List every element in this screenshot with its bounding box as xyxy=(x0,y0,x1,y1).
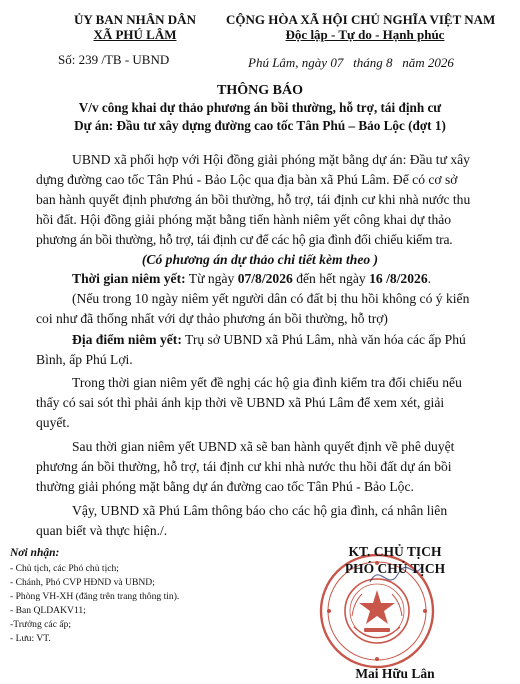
body-line: Sau thời gian niêm yết UBND xã sẽ ban hành quyết định về phê duyệt xyxy=(72,439,455,454)
body-line: ban hành quyết định phương án bồi thường, hỗ trợ, tái định cư khi nhà nước thu xyxy=(36,192,471,207)
date-year: 2026 xyxy=(427,55,454,70)
commune-name-text: XÃ PHÚ LÂM xyxy=(93,27,177,42)
date-place: Phú Lâm, ngày xyxy=(248,55,328,70)
body-line: hồi đất. Hội đồng giải phóng mặt bằng tiến hành niêm yết công khai dự thảo xyxy=(36,212,452,227)
body-line: quan biết và thực hiện./. xyxy=(36,523,168,538)
body-line: Vậy, UBND xã Phú Lâm thông báo cho các hộ gia đình, cá nhân liên xyxy=(72,503,448,518)
date-month: 8 xyxy=(385,55,393,70)
recipient-item: - Lưu: VT. xyxy=(10,633,51,644)
body-line: Trong thời gian niêm yết đề nghị các hộ gia đình kiểm tra đối chiếu nếu xyxy=(72,375,462,390)
posting-time-label: Thời gian niêm yết: xyxy=(72,271,186,286)
signature-position: PHÓ CHỦ TỊCH xyxy=(344,561,446,576)
notice-subject: V/v công khai dự thảo phương án bồi thường, hỗ trợ, tái định cư xyxy=(78,100,442,115)
body-line: phương án bồi thường, hỗ trợ, tái định cư khi nhà nước thu hồi đất dự án bồi xyxy=(36,459,452,474)
nation-name: CỘNG HÒA XÃ HỘI CHỦ NGHĨA VIỆT NAM xyxy=(226,12,496,27)
posting-place xyxy=(72,330,466,350)
date-day: 07 xyxy=(330,55,344,70)
signer-name: Mai Hữu Lân xyxy=(355,666,435,681)
body-line: thường giải phóng mặt bằng dự án đường cao tốc Tân Phú - Bảo Lộc. xyxy=(36,479,414,494)
recipients-label: Nơi nhận: xyxy=(10,547,60,559)
posting-time-to: 16 /8/2026 xyxy=(369,271,428,286)
agency-name: ỦY BAN NHÂN DÂN xyxy=(74,12,196,27)
posting-time-text-b: đến hết ngày xyxy=(292,271,370,286)
body-line: UBND xã phối hợp với Hội đồng giải phóng mặt bằng dự án: Đầu tư xây xyxy=(72,152,470,167)
date-month-label: tháng xyxy=(353,55,383,70)
date-year-label: năm xyxy=(402,55,425,70)
notice-project: Dự án: Đầu tư xây dựng đường cao tốc Tân Phú – Bảo Lộc (đợt 1) xyxy=(74,118,446,133)
national-motto-text: Độc lập - Tự do - Hạnh phúc xyxy=(285,27,445,42)
body-line: Bình, ấp Phú Lợi. xyxy=(36,352,133,367)
signature-title: KT. CHỦ TỊCH xyxy=(348,544,442,559)
posting-place-label: Địa điểm niêm yết: xyxy=(72,332,182,347)
recipient-item: - Chánh, Phó CVP HĐND và UBND; xyxy=(10,577,155,588)
recipient-item: - Phòng VH-XH (đăng trên trang thông tin). xyxy=(10,591,180,602)
body-line: phương án bồi thường, hỗ trợ, tái định cư để các hộ gia đình đối chiếu kiểm tra. xyxy=(36,232,453,247)
national-motto xyxy=(226,27,504,42)
posting-place-text: Trụ sở UBND xã Phú Lâm, nhà văn hóa các ấp Phú xyxy=(181,332,466,347)
recipient-item: - Chủ tịch, các Phó chủ tịch; xyxy=(10,563,119,574)
posting-time-text-a: Từ ngày xyxy=(185,271,238,286)
commune-name xyxy=(60,27,210,42)
body-line: dựng đường cao tốc Tân Phú - Bảo Lộc qua địa bàn xã Phú Lâm. Để có cơ sở xyxy=(36,172,458,187)
date-line xyxy=(248,55,454,70)
posting-time xyxy=(72,269,431,289)
recipient-item: -Trưởng các ấp; xyxy=(10,619,72,630)
body-line: coi như đã thống nhất với dự thảo phương án bồi thường, hỗ trợ) xyxy=(36,311,388,326)
posting-time-end: . xyxy=(427,271,432,286)
attachment-note: (Có phương án dự thảo chi tiết kèm theo ) xyxy=(141,252,379,267)
posting-time-from: 07/8/2026 xyxy=(237,271,293,286)
body-line: quyết. xyxy=(36,415,70,430)
notice-title: THÔNG BÁO xyxy=(217,83,303,98)
document-number: Số: 239 /TB - UBND xyxy=(58,52,170,67)
body-line: thấy có sai sót thì phải ánh kịp thời về UBND xã Phú Lâm để xem xét, giải xyxy=(36,395,445,410)
body-line: (Nếu trong 10 ngày niêm yết người dân có đất bị thu hồi không có ý kiến xyxy=(72,291,470,306)
recipient-item: - Ban QLDAKV11; xyxy=(10,605,86,616)
